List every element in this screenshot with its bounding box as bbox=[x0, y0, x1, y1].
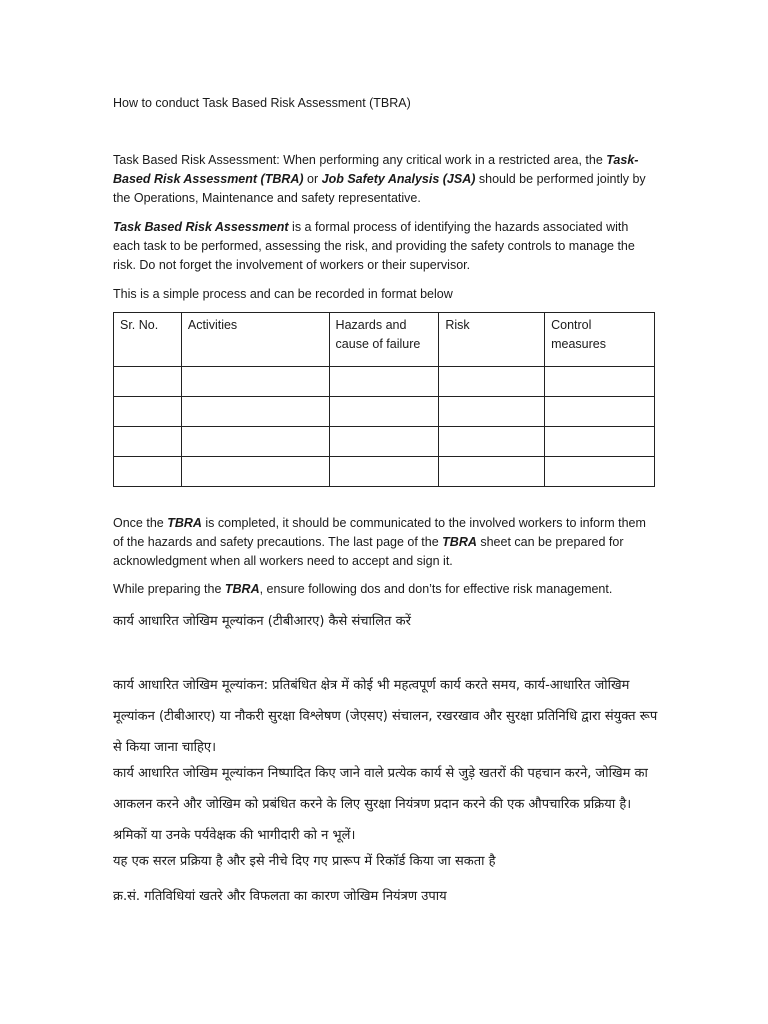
table-cell bbox=[545, 397, 655, 427]
paragraph-intro: Task Based Risk Assessment: When performing any critical work in a restricted area, the Task-Based Risk Assessment (TBRA) or Job Safety Analysis (JSA) should be performed jointly by the Operations, Maintenance and safety representative. bbox=[113, 153, 646, 205]
hindi-title: कार्य आधारित जोखिम मूल्यांकन (टीबीआरए) कैसे संचालित करें bbox=[113, 614, 411, 629]
table-cell bbox=[181, 427, 329, 457]
hindi-paragraph-definition: कार्य आधारित जोखिम मूल्यांकन निष्पादित किए जाने वाले प्रत्येक कार्य से जुड़े खतरों की पहचान करने, जोखिम का आकलन करने और जोखिम को प्रबंधित करने के लिए सुरक्षा नियंत्रण प्रदान करने की एक औपचारिक प्रक्रिया है। श्रमिकों या उनके पर्यवेक्षक की भागीदारी को न भूलें। bbox=[113, 766, 648, 843]
term-tbra-full: Task-Based Risk Assessment (TBRA) bbox=[113, 153, 639, 186]
hindi-paragraph-format-note: यह एक सरल प्रक्रिया है और इसे नीचे दिए गए प्रारूप में रिकॉर्ड किया जा सकता है bbox=[113, 854, 496, 869]
table-cell bbox=[181, 397, 329, 427]
table-row bbox=[114, 457, 655, 487]
term-jsa: Job Safety Analysis (JSA) bbox=[321, 172, 476, 186]
hindi-table-headers: क्र.सं. गतिविधियां खतरे और विफलता का कारण जोखिम नियंत्रण उपाय bbox=[113, 889, 447, 904]
paragraph-communication: Once the TBRA is completed, it should be communicated to the involved workers to inform them of the hazards and safety precautions. The last page of the TBRA sheet can be prepared for acknowledgment when all workers need to accept and sign it. bbox=[113, 516, 646, 568]
header-control-measures: Control measures bbox=[545, 313, 655, 367]
table-cell bbox=[181, 457, 329, 487]
term-tbra: Task Based Risk Assessment bbox=[113, 153, 277, 167]
paragraph-format-note: This is a simple process and can be recorded in format below bbox=[113, 287, 453, 301]
tbra-table bbox=[113, 312, 655, 487]
term-tbra-definition: Task Based Risk Assessment bbox=[113, 220, 289, 234]
term-tbra: TBRA bbox=[224, 582, 260, 596]
term-tbra: TBRA bbox=[167, 516, 202, 530]
hindi-paragraph-intro: कार्य आधारित जोखिम मूल्यांकन: प्रतिबंधित क्षेत्र में कोई भी महत्वपूर्ण कार्य करते समय, कार्य-आधारित जोखिम मूल्यांकन (टीबीआरए) या नौकरी सुरक्षा विश्लेषण (जेएसए) संचालन, रखरखाव और सुरक्षा प्रतिनिधि द्वारा संयुक्त रूप से किया जाना चाहिए। bbox=[113, 678, 658, 755]
table-cell bbox=[545, 367, 655, 397]
table-cell bbox=[439, 397, 545, 427]
table-cell bbox=[181, 367, 329, 397]
table-cell bbox=[114, 367, 182, 397]
table-cell bbox=[114, 397, 182, 427]
document-title: How to conduct Task Based Risk Assessment (TBRA) bbox=[113, 96, 411, 110]
table-row bbox=[114, 427, 655, 457]
table-cell bbox=[439, 367, 545, 397]
table-cell bbox=[114, 427, 182, 457]
table-header-row bbox=[114, 313, 655, 367]
header-sr-no: Sr. No. bbox=[114, 313, 182, 367]
paragraph-dos-donts: While preparing the TBRA, ensure following dos and don’ts for effective risk management. bbox=[113, 582, 613, 596]
table-cell bbox=[329, 397, 439, 427]
paragraph-definition: Task Based Risk Assessment is a formal process of identifying the hazards associated with each task to be performed, assessing the risk, and providing the safety controls to manage the risk. Do not forget the involvement of workers or their supervisor. bbox=[113, 220, 635, 272]
header-risk: Risk bbox=[439, 313, 545, 367]
table-cell bbox=[114, 457, 182, 487]
table-cell bbox=[329, 457, 439, 487]
table-cell bbox=[439, 457, 545, 487]
table-cell bbox=[545, 427, 655, 457]
table-cell bbox=[545, 457, 655, 487]
table-row bbox=[114, 367, 655, 397]
table-cell bbox=[329, 367, 439, 397]
header-hazards: Hazards and cause of failure bbox=[329, 313, 439, 367]
table-cell bbox=[439, 427, 545, 457]
header-activities: Activities bbox=[181, 313, 329, 367]
table-row bbox=[114, 397, 655, 427]
term-tbra: TBRA bbox=[442, 535, 477, 549]
table-cell bbox=[329, 427, 439, 457]
